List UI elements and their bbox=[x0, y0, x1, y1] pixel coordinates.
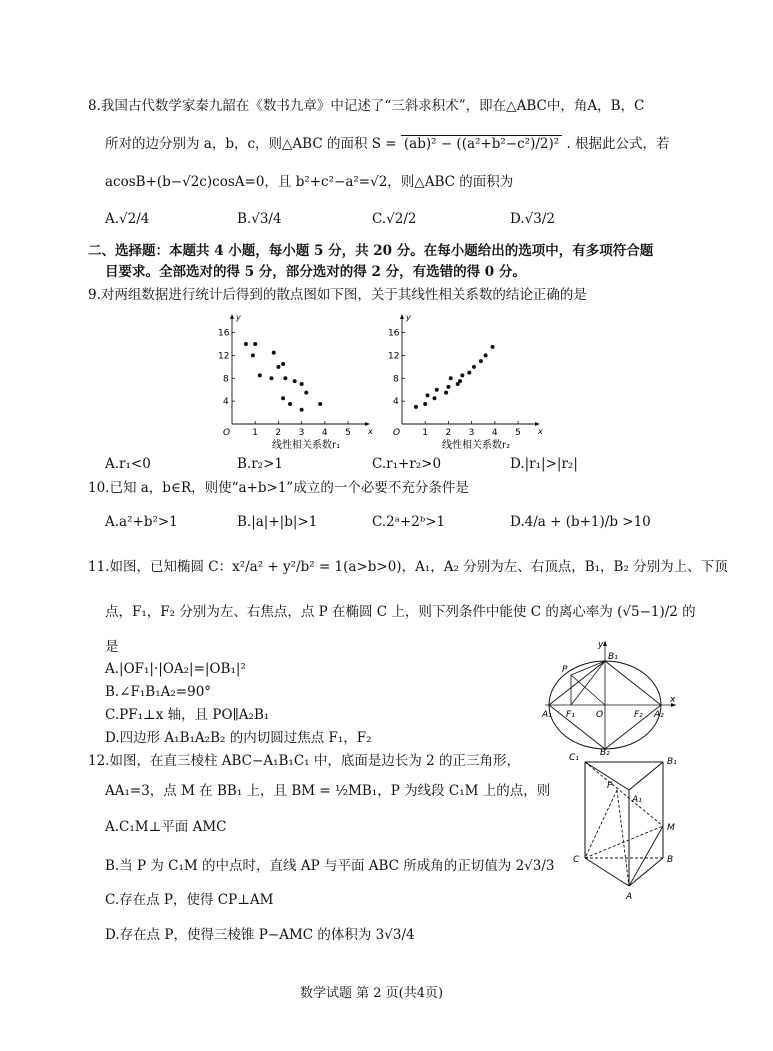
scatter-point bbox=[281, 362, 285, 366]
y-tick-label: 12 bbox=[218, 351, 230, 362]
section2-line1: 二、选择题：本题共 4 小题，每小题 5 分，共 20 分。在每小题给出的选项中，有多项符合题 bbox=[88, 243, 654, 259]
y-axis-name: y bbox=[406, 313, 411, 322]
q11-line1: 11.如图，已知椭圆 C：x²/a² + y²/b² = 1(a>b>0)，A₁，A₂ 分别为左、右顶点，B₁，B₂ 分别为上、下顶 bbox=[88, 559, 728, 575]
x-tick-label: 2 bbox=[445, 428, 452, 438]
q12-option-d: D.存在点 P，使得三棱锥 P−AMC 的体积为 3√3/4 bbox=[105, 927, 415, 943]
q8-option-a: A.√2/4 bbox=[105, 211, 150, 227]
scatter-point bbox=[269, 376, 273, 380]
q10-option-b: B.|a|+|b|>1 bbox=[237, 514, 318, 530]
x-tick-label: 1 bbox=[252, 428, 258, 438]
x-tick-label: 2 bbox=[275, 428, 282, 438]
scatter-point bbox=[423, 402, 427, 406]
segment-po bbox=[571, 675, 605, 705]
y-axis-arrow bbox=[400, 314, 404, 319]
scatter-point bbox=[281, 396, 285, 400]
x-tick-label: 5 bbox=[345, 428, 351, 438]
scatter-point bbox=[272, 351, 276, 355]
q8-option-c: C.√2/2 bbox=[372, 211, 417, 227]
scatter-point bbox=[472, 365, 476, 369]
page-footer: 数学试题 第 2 页(共4页) bbox=[300, 986, 444, 1001]
q12-option-c: C.存在点 P，使得 CP⊥AM bbox=[105, 892, 274, 908]
scatter-point bbox=[251, 353, 255, 357]
segment-pc bbox=[585, 790, 617, 858]
scatter-point bbox=[491, 345, 495, 349]
scatter-point bbox=[460, 373, 464, 377]
scatter-point bbox=[484, 353, 488, 357]
q11-option-a: A.|OF₁|·|OA₂|=|OB₁|² bbox=[105, 661, 246, 677]
y-tick-label: 16 bbox=[218, 328, 230, 339]
q11-option-b: B.∠F₁B₁A₂=90° bbox=[105, 684, 212, 700]
label-f2: F₂ bbox=[634, 710, 643, 720]
q11-option-c: C.PF₁⊥x 轴，且 PO∥A₂B₁ bbox=[105, 707, 270, 723]
label-y: y bbox=[598, 640, 604, 650]
y-tick-label: 8 bbox=[223, 374, 229, 385]
y-tick-label: 12 bbox=[388, 351, 400, 362]
q9-scatter-right bbox=[380, 312, 545, 457]
q10-text: 10.已知 a，b∈R，则使“a+b>1”成立的一个必要不充分条件是 bbox=[88, 480, 469, 496]
q9-option-b: B.r₂>1 bbox=[237, 456, 283, 472]
q12-line2: AA₁=3，点 M 在 BB₁ 上，且 BM = ½MB₁，P 为线段 C₁M 上的点，则 bbox=[105, 783, 551, 799]
y-tick-label: 8 bbox=[393, 374, 399, 385]
scatter-point bbox=[253, 342, 257, 346]
y-axis-name: y bbox=[236, 313, 241, 322]
y-axis-arrow bbox=[230, 314, 234, 319]
scatter-point bbox=[283, 376, 287, 380]
scatter-point bbox=[304, 391, 308, 395]
scatter-point bbox=[435, 388, 439, 392]
scatter-point bbox=[300, 408, 304, 412]
scatter-point bbox=[293, 379, 297, 383]
q8-line2-post: . 根据此公式，若 bbox=[566, 136, 670, 152]
q8-option-b: B.√3/4 bbox=[237, 211, 282, 227]
q12-line1: 12.如图，在直三棱柱 ABC−A₁B₁C₁ 中，底面是边长为 2 的正三角形， bbox=[88, 753, 521, 769]
q12-option-b: B.当 P 为 C₁M 的中点时，直线 AP 与平面 ABC 所成角的正切值为 2√3/3 bbox=[105, 858, 555, 874]
edge-a1b1 bbox=[629, 762, 663, 790]
ellipse-figure bbox=[540, 635, 680, 755]
scatter-point bbox=[414, 405, 418, 409]
x-tick-label: 1 bbox=[422, 428, 428, 438]
scatter-point bbox=[288, 402, 292, 406]
label-a: A bbox=[626, 892, 633, 902]
segment-pa bbox=[617, 790, 629, 886]
label-b2: B₂ bbox=[600, 748, 610, 755]
scatter-point bbox=[300, 382, 304, 386]
y-tick-label: 16 bbox=[388, 328, 400, 339]
label-a2: A₂ bbox=[654, 710, 664, 720]
label-p: P bbox=[607, 781, 613, 791]
y-tick-label: 4 bbox=[223, 397, 229, 408]
x-tick-label: 5 bbox=[515, 428, 521, 438]
label-m: M bbox=[667, 823, 675, 833]
label-c: C bbox=[573, 855, 580, 865]
scatter-point bbox=[258, 373, 262, 377]
x-axis-name: x bbox=[368, 427, 373, 436]
q12-option-a: A.C₁M⊥平面 AMC bbox=[105, 819, 227, 835]
x-axis-name: x bbox=[538, 427, 543, 436]
x-tick-label: 3 bbox=[298, 428, 305, 438]
scatter-point bbox=[276, 365, 280, 369]
label-b: B bbox=[667, 855, 674, 865]
label-a1: A₁ bbox=[542, 710, 552, 720]
q9-option-c: C.r₁+r₂>0 bbox=[372, 456, 442, 472]
scatter-point bbox=[433, 396, 437, 400]
label-o: O bbox=[596, 710, 604, 720]
edge-ab bbox=[629, 858, 663, 886]
q8-formula: (ab)² − ((a²+b²−c²)/2)² bbox=[401, 135, 562, 152]
q9-option-d: D.|r₁|>|r₂| bbox=[510, 456, 578, 472]
prism-figure bbox=[565, 750, 695, 905]
segment-am bbox=[629, 826, 663, 886]
label-x: x bbox=[670, 695, 676, 705]
x-tick-label: 3 bbox=[468, 428, 475, 438]
label-b1: B₁ bbox=[667, 757, 677, 767]
q8-option-d: D.√3/2 bbox=[510, 211, 555, 227]
scatter-point bbox=[449, 376, 453, 380]
q10-option-a: A.a²+b²>1 bbox=[105, 514, 178, 530]
scatter-point bbox=[318, 402, 322, 406]
q10-option-c: C.2ᵃ+2ᵇ>1 bbox=[372, 514, 446, 530]
chart-xlabel: 线性相关系数r₁ bbox=[272, 440, 341, 451]
q11-option-d: D.四边形 A₁B₁A₂B₂ 的内切圆过焦点 F₁，F₂ bbox=[105, 730, 372, 746]
label-c1: C₁ bbox=[569, 753, 579, 763]
segment-cm bbox=[585, 826, 663, 858]
edge-ca bbox=[585, 858, 629, 886]
q9-scatter-left bbox=[210, 312, 375, 457]
label-p: P bbox=[562, 665, 568, 675]
q8-line2-pre: 所对的边分别为 a，b，c，则△ABC 的面积 S = bbox=[105, 136, 397, 152]
y-tick-label: 4 bbox=[393, 397, 399, 408]
scatter-point bbox=[456, 382, 460, 386]
chart-xlabel: 线性相关系数r₂ bbox=[442, 440, 511, 451]
q9-option-a: A.r₁<0 bbox=[105, 456, 151, 472]
q10-option-d: D.4/a + (b+1)/b >10 bbox=[510, 514, 651, 530]
scatter-point bbox=[244, 342, 248, 346]
scatter-point bbox=[479, 359, 483, 363]
label-a1: A₁ bbox=[632, 795, 642, 805]
section2-line2: 目要求。全部选对的得 5 分，部分选对的得 2 分，有选错的得 0 分。 bbox=[105, 264, 526, 280]
scatter-point bbox=[446, 385, 450, 389]
label-f1: F₁ bbox=[566, 710, 575, 720]
q8-line2 bbox=[105, 135, 670, 153]
x-tick-label: 4 bbox=[321, 428, 328, 438]
scatter-point bbox=[444, 391, 448, 395]
origin-label: O bbox=[393, 428, 401, 438]
scatter-point bbox=[467, 371, 471, 375]
label-b1: B₁ bbox=[608, 652, 618, 662]
scatter-point bbox=[426, 393, 430, 397]
origin-label: O bbox=[223, 428, 231, 438]
q9-text: 9.对两组数据进行统计后得到的散点图如下图，关于其线性相关系数的结论正确的是 bbox=[88, 287, 587, 303]
q8-line1: 8.我国古代数学家秦九韶在《数书九章》中记述了“三斜求积术”，即在△ABC中，角A，B，C bbox=[88, 98, 645, 114]
x-tick-label: 4 bbox=[491, 428, 498, 438]
x-axis-arrow bbox=[535, 422, 540, 426]
ellipse-y-arrow bbox=[603, 641, 607, 646]
q8-line3: acosB+(b−√2c)cosA=0，且 b²+c²−a²=√2，则△ABC 的面积为 bbox=[105, 174, 514, 190]
q11-line2: 点，F₁，F₂ 分别为左、右焦点，点 P 在椭圆 C 上，则下列条件中能使 C 的离心率为 (√5−1)/2 的 bbox=[105, 604, 696, 620]
x-axis-arrow bbox=[365, 422, 370, 426]
q11-line3: 是 bbox=[105, 639, 119, 655]
